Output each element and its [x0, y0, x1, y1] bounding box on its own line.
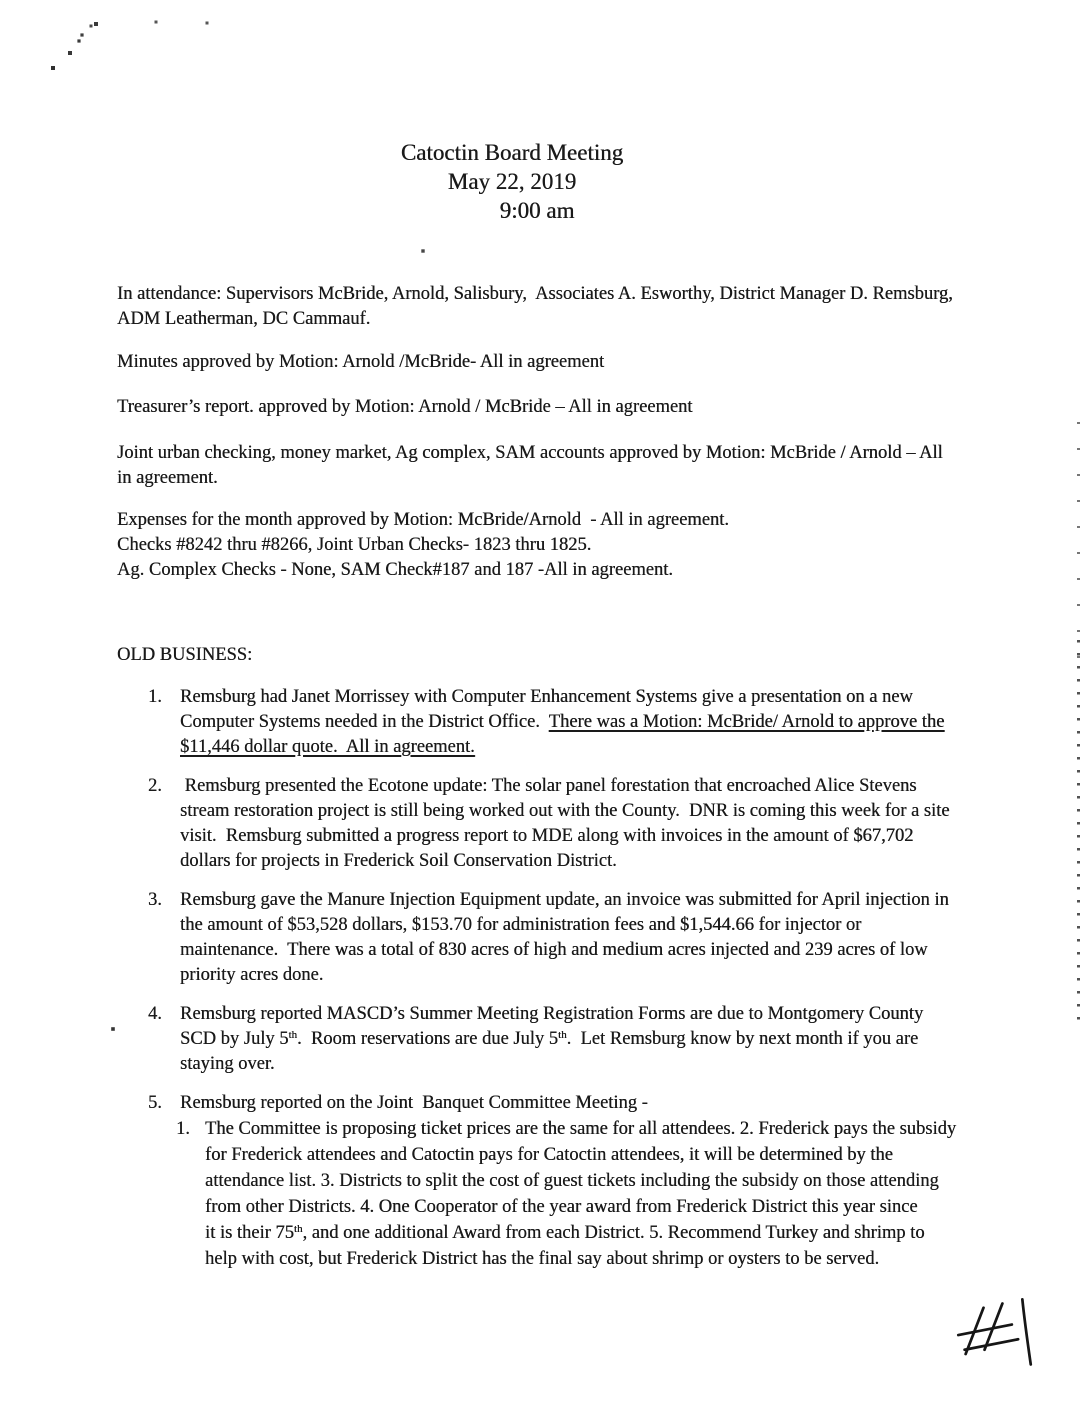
hash-stroke [965, 1339, 1019, 1350]
subitem-text [205, 1116, 956, 1272]
text-line: Joint urban checking, money market, Ag complex, SAM accounts approved by Motion: McBride / Arnold – All [117, 443, 943, 463]
old-business-heading [117, 643, 1027, 668]
text-segment: SCD by July 5 [180, 1029, 289, 1049]
text-line [180, 710, 1025, 735]
text-line: The Committee is proposing ticket prices are the same for all attendees. 2. Frederick pays the subsidy [205, 1119, 957, 1139]
numeral-one-stroke [1022, 1299, 1030, 1364]
scan-speckles [0, 0, 2, 2]
text-segment: it is their 75 [205, 1223, 294, 1243]
underlined-text: There was a Motion: McBride/ Arnold to approve the [548, 712, 945, 732]
superscript-text: th [288, 1029, 298, 1041]
sub-list-item-1 [176, 1116, 1025, 1272]
text-line: Remsburg reported on the Joint Banquet Committee Meeting - [180, 1093, 648, 1113]
underlined-text: $11,446 dollar quote. All in agreement. [180, 737, 475, 757]
minutes-approval-paragraph [117, 350, 1027, 375]
item-text [180, 1002, 1025, 1077]
text-line: Treasurer’s report. approved by Motion: Arnold / McBride – All in agreement [117, 397, 693, 417]
text-line: in agreement. [117, 468, 218, 488]
item-number: 4. [148, 1004, 162, 1024]
scan-edge-dots-lower [1077, 640, 1080, 1030]
attendance-paragraph [117, 282, 1027, 332]
text-line: Minutes approved by Motion: Arnold /McBride- All in agreement [117, 352, 605, 372]
text-line: Remsburg gave the Manure Injection Equipment update, an invoice was submitted for April injection in [180, 890, 949, 910]
document-content [117, 0, 1027, 1272]
text-segment: Computer Systems needed in the District Office. [180, 712, 549, 732]
item-text [180, 888, 1025, 988]
item-number: 2. [148, 776, 162, 796]
treasurer-report-paragraph [117, 395, 1027, 420]
text-line: Expenses for the month approved by Motion: McBride/Arnold - All in agreement. [117, 510, 729, 530]
item-number: 3. [148, 890, 162, 910]
item-text [180, 685, 1025, 760]
text-line: In attendance: Supervisors McBride, Arnold, Salisbury, Associates A. Esworthy, District Manager D. Remsburg, [117, 284, 953, 304]
text-segment: . Let Remsburg know by next month if you are [566, 1029, 919, 1049]
text-line: from other Districts. 4. One Cooperator of the year award from Frederick District this year since [205, 1197, 918, 1217]
item-number: 5. [148, 1093, 162, 1113]
old-business-heading-text: OLD BUSINESS: [117, 645, 253, 665]
item-text [176, 1091, 1025, 1272]
text-line: attendance list. 3. Districts to split the cost of guest tickets including the subsidy on those attending [205, 1171, 939, 1191]
text-line: priority acres done. [180, 965, 324, 985]
text-line [180, 735, 1025, 760]
scan-edge-dots-upper [1077, 422, 1080, 672]
old-business-list [117, 685, 1027, 1272]
list-item-2 [148, 774, 1027, 874]
text-line: visit. Remsburg submitted a progress report to MDE along with invoices in the amount of $67,702 [180, 826, 914, 846]
text-line: Ag. Complex Checks - None, SAM Check#187 and 187 -All in agreement. [117, 560, 673, 580]
meeting-title: Catoctin Board Meeting [400, 140, 624, 165]
text-line: for Frederick attendees and Catoctin pays for Catoctin attendees, it will be determined by the [205, 1145, 893, 1165]
hash-stroke [958, 1325, 1012, 1336]
item-5-heading [180, 1091, 1025, 1116]
meeting-date: May 22, 2019 [447, 169, 577, 194]
text-segment: , and one additional Award from each District. 5. Recommend Turkey and shrimp to [302, 1223, 925, 1243]
accounts-approval-paragraph [117, 441, 1027, 491]
subitem-number: 1. [176, 1119, 190, 1139]
text-line [180, 1002, 1025, 1027]
list-item-4 [148, 1002, 1027, 1077]
item-number: 1. [148, 687, 162, 707]
text-line: Checks #8242 thru #8266, Joint Urban Checks- 1823 thru 1825. [117, 535, 592, 555]
superscript-text: th [558, 1029, 567, 1041]
handwritten-page-number-mark [952, 1292, 1036, 1376]
text-segment: Remsburg reported MASCD’s Summer Meeting Registration Forms are due to Montgomery County [180, 1004, 924, 1024]
text-line [180, 685, 1025, 710]
list-item-1 [148, 685, 1027, 760]
text-line [180, 1027, 1025, 1052]
text-line: stream restoration project is still being worked out with the County. DNR is coming this week for a site [180, 801, 950, 821]
list-item-3 [148, 888, 1027, 988]
text-line: Remsburg presented the Ecotone update: The solar panel forestation that encroached Alice Stevens [180, 776, 917, 796]
meeting-time: 9:00 am [499, 198, 575, 223]
meeting-title-block [117, 0, 907, 225]
text-line: maintenance. There was a total of 830 acres of high and medium acres injected and 239 acres of low [180, 940, 928, 960]
text-line: help with cost, but Frederick District has the final say about shrimp or oysters to be served. [205, 1249, 880, 1269]
text-segment: staying over. [180, 1054, 275, 1074]
text-line: the amount of $53,528 dollars, $153.70 for administration fees and $1,544.66 for injector or [180, 915, 862, 935]
text-segment: Remsburg had Janet Morrissey with Computer Enhancement Systems give a presentation on a new [180, 687, 913, 707]
item-text [180, 774, 1025, 874]
text-line: dollars for projects in Frederick Soil Conservation District. [180, 851, 617, 871]
list-item-5 [148, 1091, 1027, 1272]
text-line [180, 1052, 1025, 1077]
text-segment: . Room reservations are due July 5 [297, 1029, 559, 1049]
text-line: ADM Leatherman, DC Cammauf. [117, 309, 371, 329]
expenses-paragraph [117, 508, 1027, 583]
text-line [205, 1220, 956, 1246]
superscript-text: th [293, 1223, 303, 1235]
